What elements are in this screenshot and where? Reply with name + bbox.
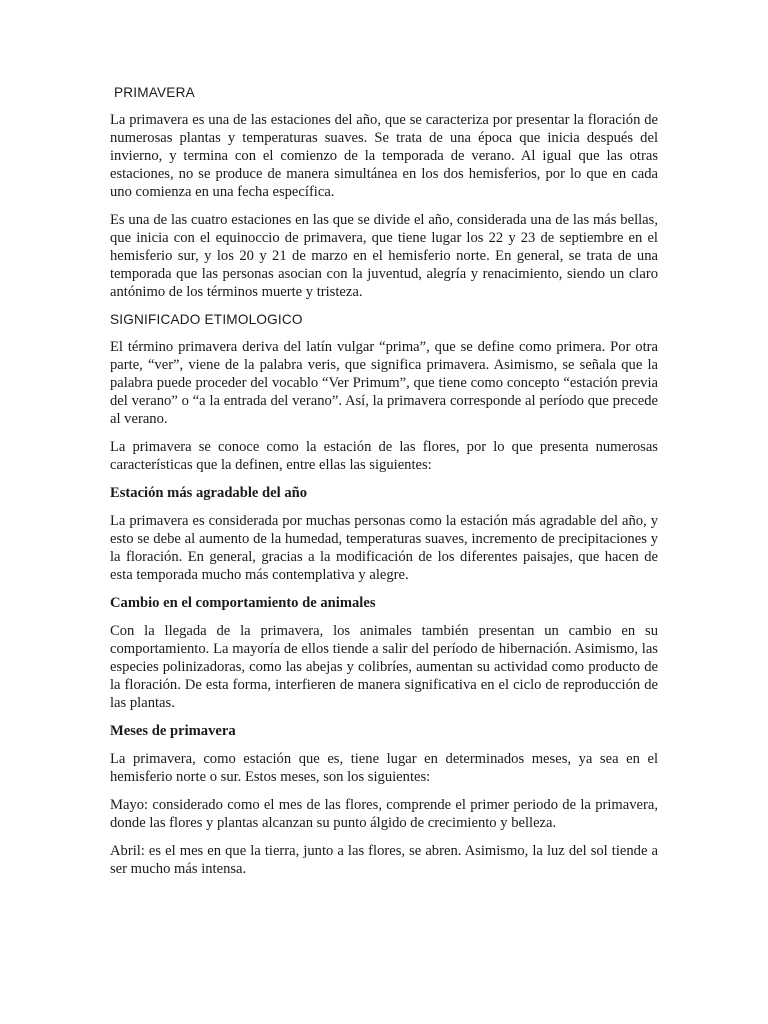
document-title: PRIMAVERA (114, 85, 195, 100)
heading-comportamiento-animales: Cambio en el comportamiento de animales (110, 595, 376, 611)
heading-estacion-agradable: Estación más agradable del año (110, 485, 308, 501)
document-page (110, 84, 658, 888)
heading-meses-primavera: Meses de primavera (110, 723, 236, 739)
heading-significado-etimologico: SIGNIFICADO ETIMOLOGICO (110, 312, 303, 327)
paragraph-intro: La primavera es una de las estaciones del año, que se caracteriza por presentar la floración de numerosas plantas y temperaturas suaves. Se trata de una época que inicia después del invierno, y termina con el comienzo de la temporada de verano. Al igual que las otras estaciones, no se produce de manera simultánea en los dos hemisferios, por lo que en cada uno comienza en una fecha específica. (110, 112, 658, 200)
paragraph-abril: Abril: es el mes en que la tierra, junto a las flores, se abren. Asimismo, la luz del sol tiende a ser mucho más intensa. (110, 843, 658, 877)
paragraph-estaciones: Es una de las cuatro estaciones en las que se divide el año, considerada una de las más bellas, que inicia con el equinoccio de primavera, que tiene lugar los 22 y 23 de septiembre en el hemisferio sur, y los 20 y 21 de marzo en el hemisferio norte. En general, se trata de una temporada que las personas asocian con la juventud, alegría y renacimiento, siendo un claro antónimo de los términos muerte y tristeza. (110, 212, 658, 300)
paragraph-etimologia: El término primavera deriva del latín vulgar “prima”, que se define como primera. Por otra parte, “ver”, viene de la palabra veris, que significa primavera. Asimismo, se señala que la palabra puede proceder del vocablo “Ver Primum”, que tiene como concepto “estación previa del verano” o “a la entrada del verano”. Así, la primavera corresponde al período que precede al verano. (110, 339, 658, 427)
paragraph-estacion-agradable: La primavera es considerada por muchas personas como la estación más agradable del año, y esto se debe al aumento de la humedad, temperaturas suaves, incremento de precipitaciones y la floración. En general, gracias a la modificación de los diferentes paisajes, que hacen de esta temporada mucho más contemplativa y alegre. (110, 513, 658, 583)
paragraph-caracteristicas: La primavera se conoce como la estación de las flores, por lo que presenta numerosas características que la definen, entre ellas las siguientes: (110, 439, 658, 473)
paragraph-meses: La primavera, como estación que es, tiene lugar en determinados meses, ya sea en el hemisferio norte o sur. Estos meses, son los siguientes: (110, 751, 658, 785)
paragraph-animales: Con la llegada de la primavera, los animales también presentan un cambio en su comportamiento. La mayoría de ellos tiende a salir del período de hibernación. Asimismo, las especies polinizadoras, como las abejas y colibríes, aumentan su actividad como producto de la floración. De esta forma, interfieren de manera significativa en el ciclo de reproducción de las plantas. (110, 623, 658, 711)
paragraph-mayo: Mayo: considerado como el mes de las flores, comprende el primer periodo de la primavera, donde las flores y plantas alcanzan su punto álgido de crecimiento y belleza. (110, 797, 658, 831)
